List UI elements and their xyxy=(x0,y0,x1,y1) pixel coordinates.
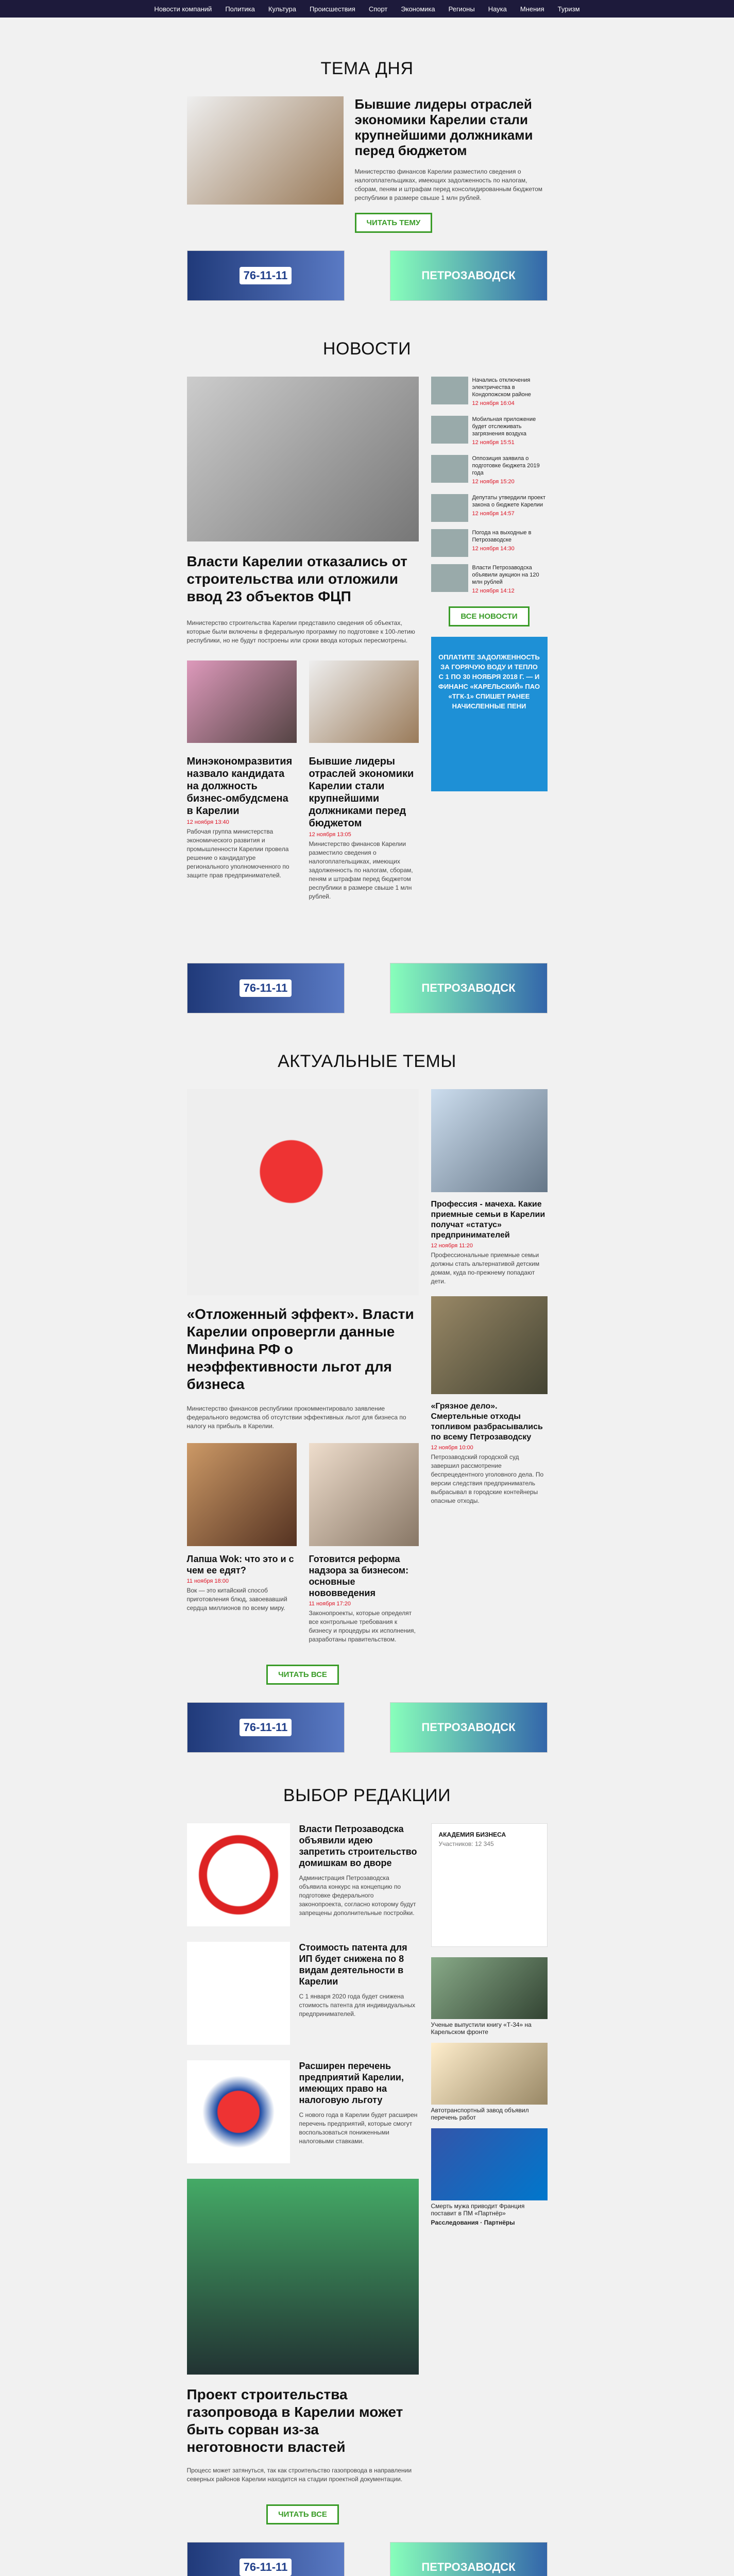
section-title: ТЕМА ДНЯ xyxy=(320,59,414,78)
actual-side-image[interactable] xyxy=(431,1089,548,1192)
editor-item-lead: С нового года в Карелии будет расширен перечень предприятий, которые смогут воспользоваться пониженными налоговыми ставками. xyxy=(299,2111,418,2145)
ad-phone: 76-11-11 xyxy=(240,2558,292,2576)
news-card-time: 12 ноября 13:40 xyxy=(186,819,229,825)
editor-item-image[interactable] xyxy=(187,1823,290,1926)
news-card-headline[interactable]: Минэкономразвития назвало кандидата на должность бизнес-омбудсмена в Карелии xyxy=(186,756,293,817)
editor-side-image[interactable] xyxy=(431,1957,548,2019)
topic-image[interactable] xyxy=(187,96,344,205)
actual-side-image[interactable] xyxy=(431,1296,548,1394)
side-news-item[interactable] xyxy=(431,416,548,448)
news-card-lead: Министерство финансов Карелии разместило сведения о налогоплательщиках, имеющих задолженность по налогам, сборам, пеням и штрафам перед бюджетом республики в размере свыше 1 млн рублей. xyxy=(309,840,413,900)
side-news-time: 12 ноября 15:20 xyxy=(472,479,515,485)
news-main-image[interactable] xyxy=(187,377,419,541)
editor-side-image[interactable] xyxy=(431,2043,548,2105)
actual-side-lead: Петрозаводский городской суд завершил рассмотрение беспрецедентного уголовного дела. По версии следствия предприниматель выбрасывал в городские контейнеры опасные отходы. xyxy=(431,1453,544,1504)
social-members: Участников: 12 345 xyxy=(438,1840,494,1848)
side-news-text: Начались отключения электричества в Кондопожском районе xyxy=(472,377,531,398)
section-title: АКТУАЛЬНЫЕ ТЕМЫ xyxy=(278,1052,456,1071)
news-main-headline[interactable]: Власти Карелии отказались от строительства или отложили ввод 23 объектов ФЦП xyxy=(186,553,407,604)
ad-banner[interactable] xyxy=(390,1702,548,1753)
ad-banner[interactable] xyxy=(390,250,548,301)
side-news-text: Мобильная приложение будет отслеживать загрязнения воздуха xyxy=(472,416,536,437)
side-news-thumb xyxy=(431,564,468,592)
ad-banner[interactable] xyxy=(390,2542,548,2576)
actual-side-time: 12 ноября 11:20 xyxy=(431,1243,473,1249)
read-topic-button[interactable]: ЧИТАТЬ ТЕМУ xyxy=(355,213,433,233)
ad-phone: 76-11-11 xyxy=(240,1719,292,1736)
actual-card-image[interactable] xyxy=(309,1443,419,1546)
editor-item-image[interactable] xyxy=(187,2060,290,2163)
ad-banner[interactable] xyxy=(187,250,345,301)
ad-row xyxy=(187,250,548,301)
news-card-image[interactable] xyxy=(187,660,297,743)
side-news-thumb xyxy=(431,494,468,522)
side-news-time: 12 ноября 14:12 xyxy=(472,588,515,594)
side-news-text: Оппозиция заявила о подготовке бюджета 2019 года xyxy=(472,455,540,476)
side-news-text: Погода на выходные в Петрозаводске xyxy=(472,530,532,543)
topic-lead: Министерство финансов Карелии разместило сведения о налогоплательщиках, имеющих задолженность по налогам, сборам, пеням и штрафам перед консолидированным бюджетом республики в размере свыше 1 млн рублей. xyxy=(354,168,542,201)
nav-item[interactable]: Регионы xyxy=(448,5,475,13)
actual-card-lead: Законопроекты, которые определят все контрольные требования к бизнесу и процедуры их исполнения, разработаны правительством. xyxy=(309,1609,416,1643)
news-main-lead: Министерство строительства Карелии представило сведения об объектах, которые были включены в федеральную программу по подготовке к 100-летию республики, но не будут построены или сроки ввода которых пересмотрены. xyxy=(186,619,415,644)
news-card-lead: Рабочая группа министерства экономического развития и промышленности Карелии провела решение о кандидатуре регионального уполномоченного по защите прав предпринимателей. xyxy=(186,828,289,879)
editor-item-lead: С 1 января 2020 года будет снижена стоимость патента для индивидуальных предпринимателей. xyxy=(299,1993,416,2018)
actual-card-lead: Вок — это китайский способ приготовления блюд, завоевавший сердца миллионов по всему миру. xyxy=(186,1587,287,1612)
side-news-time: 12 ноября 14:57 xyxy=(472,511,515,517)
side-news-thumb xyxy=(431,377,468,404)
ad-phone: 76-11-11 xyxy=(240,979,292,997)
topic-headline[interactable]: Бывшие лидеры отраслей экономики Карелии стали крупнейшими должниками перед бюджетом xyxy=(354,96,533,158)
actual-side-headline[interactable]: «Грязное дело». Смертельные отходы топливом разбрасывались по всему Петрозаводску xyxy=(431,1402,543,1442)
nav-item[interactable]: Мнения xyxy=(520,5,544,13)
news-card-time: 12 ноября 13:05 xyxy=(309,832,351,838)
side-news-thumb xyxy=(431,529,468,557)
ad-banner[interactable] xyxy=(187,963,345,1013)
side-news-item[interactable] xyxy=(431,377,548,409)
actual-side-headline[interactable]: Профессия - мачеха. Какие приемные семьи в Карелии получат «статус» предпринимателей xyxy=(431,1200,545,1240)
actual-main-headline[interactable]: «Отложенный эффект». Власти Карелии опровергли данные Минфина РФ о неэффективности льгот для бизнеса xyxy=(186,1306,414,1392)
news-card-headline[interactable]: Бывшие лидеры отраслей экономики Карелии стали крупнейшими должниками перед бюджетом xyxy=(309,756,414,829)
editor-side-caption[interactable]: Ученые выпустили книгу «Т-34» на Карельском фронте xyxy=(431,2021,532,2036)
nav-item[interactable]: Происшествия xyxy=(309,5,355,13)
editor-side-caption[interactable]: Автотранспортный завод объявил перечень работ xyxy=(431,2107,529,2121)
read-all-button[interactable]: ЧИТАТЬ ВСЕ xyxy=(266,2504,339,2524)
nav-item[interactable]: Новости компаний xyxy=(154,5,212,13)
side-news-text: Власти Петрозаводска объявили аукцион на 120 млн рублей xyxy=(472,565,539,585)
news-side-list xyxy=(431,377,548,901)
section-title: ВЫБОР РЕДАКЦИИ xyxy=(283,1786,451,1805)
nav-item[interactable]: Культура xyxy=(268,5,296,13)
content xyxy=(187,18,548,2576)
ad-row xyxy=(187,963,548,1013)
nav-item[interactable]: Спорт xyxy=(368,5,388,13)
actual-card-image[interactable] xyxy=(187,1443,297,1546)
editor-main-headline[interactable]: Проект строительства газопровода в Карелии может быть сорван из-за неготовности властей xyxy=(186,2386,403,2455)
side-news-item[interactable] xyxy=(431,494,548,522)
side-news-thumb xyxy=(431,416,468,444)
read-all-button[interactable]: ЧИТАТЬ ВСЕ xyxy=(266,1665,339,1685)
actual-card-headline[interactable]: Лапша Wok: что это и с чем ее едят? xyxy=(186,1554,294,1575)
ad-brand: ПЕТРОЗАВОДСК xyxy=(421,2561,516,2573)
side-news-item[interactable] xyxy=(431,529,548,557)
ad-banner[interactable] xyxy=(390,963,548,1013)
nav-item[interactable]: Политика xyxy=(225,5,255,13)
ad-phone: 76-11-11 xyxy=(240,267,292,284)
actual-card-time: 11 ноября 17:20 xyxy=(309,1601,351,1607)
ad-row xyxy=(187,2542,548,2576)
editor-main-image[interactable] xyxy=(187,2179,419,2375)
actual-main-lead: Министерство финансов республики прокомментировало заявление федерального ведомства об отсутствии эффективных льгот для бизнеса по налогу на прибыль в Карелии. xyxy=(186,1405,406,1430)
promo-banner[interactable]: ОПЛАТИТЕ ЗАДОЛЖЕННОСТЬ ЗА ГОРЯЧУЮ ВОДУ И ТЕПЛО С 1 ПО 30 НОЯБРЯ 2018 Г. — И ФИНАНС «КАРЕЛЬСКИЙ» ПАО «ТГК-1» СПИШЕТ РАНЕЕ НАЧИСЛЕННЫЕ ПЕНИ xyxy=(431,637,548,791)
all-news-button[interactable]: ВСЕ НОВОСТИ xyxy=(449,606,529,626)
side-news-thumb xyxy=(431,455,468,483)
social-name: АКАДЕМИЯ БИЗНЕСА xyxy=(438,1831,506,1838)
side-news-time: 12 ноября 14:30 xyxy=(472,546,515,552)
actual-card-time: 11 ноября 18:00 xyxy=(186,1578,229,1584)
editor-main-lead: Процесс может затянуться, так как строительство газопровода в направлении северных районов Карелии находится на стадии проектной документации. xyxy=(186,2467,412,2483)
editor-item-image[interactable] xyxy=(187,1942,290,2045)
section-title: НОВОСТИ xyxy=(322,339,412,359)
ad-row xyxy=(187,1702,548,1753)
side-news-text: Депутаты утвердили проект закона о бюджете Карелии xyxy=(472,495,546,508)
editor-item-headline[interactable]: Расширен перечень предприятий Карелии, имеющих право на налоговую льготу xyxy=(299,2061,404,2105)
actual-card-headline[interactable]: Готовится реформа надзора за бизнесом: основные нововведения xyxy=(309,1554,409,1598)
editor-side-caption[interactable]: Смерть мужа приводит Франция поставит в ПМ «Партнёр» xyxy=(431,2202,525,2217)
actual-side-time: 12 ноября 10:00 xyxy=(431,1445,473,1451)
ad-brand: ПЕТРОЗАВОДСК xyxy=(421,1721,516,1734)
ad-brand: ПЕТРОЗАВОДСК xyxy=(421,269,516,282)
side-news-item[interactable] xyxy=(431,564,548,596)
top-nav xyxy=(0,0,734,18)
social-widget[interactable] xyxy=(431,1823,548,1947)
editor-item-headline[interactable]: Власти Петрозаводска объявили идею запретить строительство домишкам во дворе xyxy=(299,1824,417,1868)
news-card-image[interactable] xyxy=(309,660,419,743)
actual-main-image[interactable] xyxy=(187,1089,419,1295)
nav-item[interactable]: Наука xyxy=(488,5,507,13)
ad-brand: ПЕТРОЗАВОДСК xyxy=(421,981,516,994)
editor-item-lead: Администрация Петрозаводска объявила конкурс на концепцию по подготовке федерального законопроекта, согласно которому будут запрещены дополнительные постройки. xyxy=(299,1874,416,1917)
editor-side-caption[interactable]: Расследования · Партнёры xyxy=(431,2219,515,2226)
side-news-time: 12 ноября 15:51 xyxy=(472,439,515,446)
editor-side-image[interactable] xyxy=(431,2128,548,2200)
actual-side-lead: Профессиональные приемные семьи должны стать альтернативой детским домам, куда по-прежнему попадают дети. xyxy=(431,1251,540,1285)
nav-item[interactable]: Экономика xyxy=(401,5,435,13)
nav-item[interactable]: Туризм xyxy=(557,5,580,13)
ad-banner[interactable] xyxy=(187,2542,345,2576)
ad-banner[interactable] xyxy=(187,1702,345,1753)
editor-item-headline[interactable]: Стоимость патента для ИП будет снижена по 8 видам деятельности в Карелии xyxy=(299,1942,407,1987)
side-news-time: 12 ноября 16:04 xyxy=(472,400,515,406)
side-news-item[interactable] xyxy=(431,455,548,487)
